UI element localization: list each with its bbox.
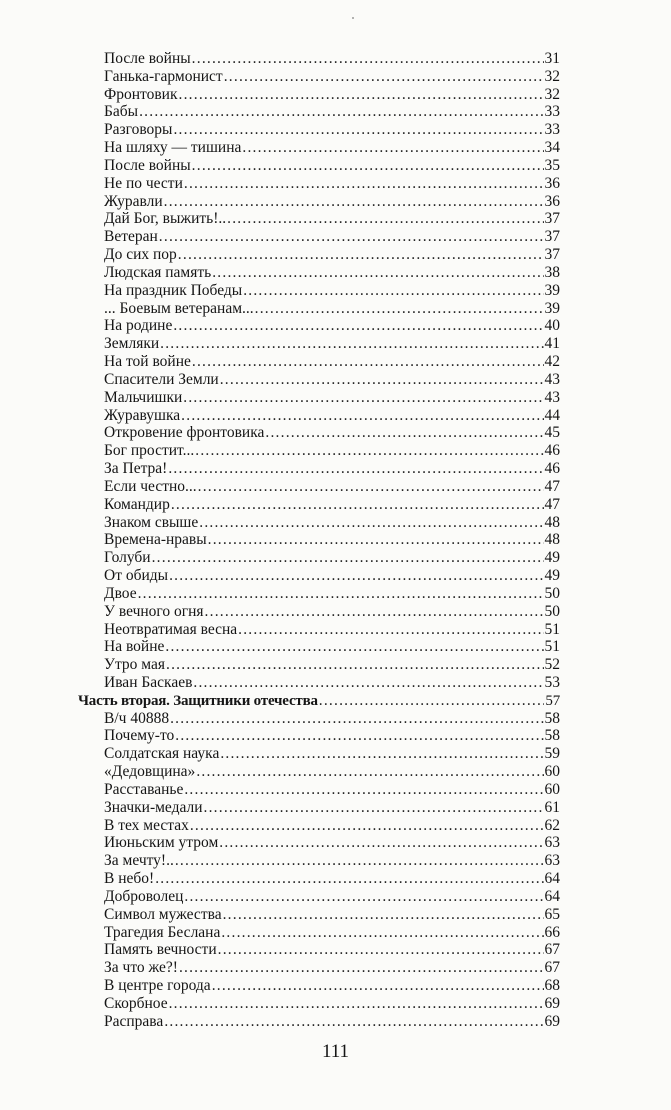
toc-entry [78,531,560,549]
dot-leader [192,353,544,371]
toc-entry [78,906,560,924]
toc-entry [78,407,560,425]
toc-entry-title: На праздник Победы [104,281,243,299]
dot-leader [179,86,544,104]
toc-entry-title: Земляки [104,335,160,353]
toc-entry-title: Солдатская наука [104,745,220,763]
toc-part-heading [78,692,560,710]
toc-entry [78,870,560,888]
dot-leader [184,781,543,799]
toc-entry-page-number: 63 [544,852,560,870]
dot-leader [212,264,543,282]
toc-entry [78,50,560,68]
toc-entry-title: На родине [104,317,173,335]
toc-entry-page-number: 66 [544,923,560,941]
toc-entry [78,977,560,995]
dot-leader [195,442,543,460]
toc-entry-title: Расставанье [104,780,184,798]
toc-entry-title: «Дедовщина» [104,763,196,781]
dot-leader [192,50,544,68]
toc-entry [78,585,560,603]
toc-entry-title: Утро мая [104,656,166,674]
toc-entry-title: Неотвратимая весна [104,620,238,638]
dot-leader [199,514,543,532]
toc-entry-page-number: 58 [544,727,560,745]
toc-entry-page-number: 47 [544,495,560,513]
toc-entry [78,121,560,139]
toc-entry-page-number: 51 [544,620,560,638]
dot-leader [155,870,543,888]
toc-entry-title: Иван Баскаев [104,673,193,691]
dot-leader [190,817,544,835]
toc-entry [78,335,560,353]
toc-entry-page-number: 46 [544,460,560,478]
toc-entry [78,514,560,532]
dot-leader [152,549,544,567]
toc-entry-page-number: 50 [544,584,560,602]
toc-entry [78,300,560,318]
dot-leader [212,977,544,995]
toc-entry-title: Значки-медали [104,798,203,816]
dot-leader [160,335,543,353]
toc-entry [78,1013,560,1031]
toc-entry-page-number: 64 [544,870,560,888]
toc-entry-page-number: 32 [544,67,560,85]
toc-entry [78,282,560,300]
dot-leader [205,603,544,621]
toc-entry [78,852,560,870]
toc-entry-page-number: 60 [544,780,560,798]
toc-entry-title: Не по чести [104,174,183,192]
toc-entry [78,68,560,86]
dot-leader [169,995,544,1013]
toc-entry-page-number: 57 [545,692,560,709]
dot-leader [218,941,544,959]
toc-entry-page-number: 53 [544,673,560,691]
paper-speck [352,17,354,19]
dot-leader [179,959,544,977]
toc-entry-page-number: 33 [544,103,560,121]
dot-leader [265,424,543,442]
toc-entry-page-number: 46 [544,442,560,460]
toc-entry-title: Июньским утром [104,834,219,852]
toc-entry-title: Бог простит... [104,442,195,460]
dot-leader [164,1013,543,1031]
toc-entry-page-number: 40 [544,317,560,335]
dot-leader [196,763,543,781]
page-number: 111 [321,1041,350,1062]
dot-leader [198,478,544,496]
toc-entry-title: Журавли [104,192,163,210]
toc-entry-title: До сих пор [104,246,177,264]
dot-leader [223,906,544,924]
toc-entry [78,710,560,728]
dot-leader [221,924,543,942]
toc-entry-title: Знаком свыше [104,513,199,531]
toc-entry-title: Ветеран [104,228,158,246]
dot-leader [159,228,544,246]
toc-entry-page-number: 49 [544,567,560,585]
toc-entry-page-number: 65 [544,905,560,923]
dot-leader [184,175,544,193]
toc-entry-title: Людская память [104,263,212,281]
toc-entry-title: Спасители Земли [104,370,219,388]
toc-entry-title: В центре города [104,977,211,995]
toc-entry-title: После войны [104,156,191,174]
toc-entry-title: Бабы [104,103,139,121]
toc-entry-title: Если честно... [104,477,197,495]
toc-entry-title: Мальчишки [104,388,183,406]
toc-entry-page-number: 69 [544,1012,560,1030]
dot-leader [173,121,543,139]
toc-entry [78,656,560,674]
toc-entry-page-number: 47 [544,477,560,495]
toc-entry [78,103,560,121]
dot-leader [193,674,543,692]
toc-entry-page-number: 69 [544,994,560,1012]
table-of-contents [78,50,560,1031]
toc-entry-page-number: 67 [544,941,560,959]
toc-entry-title: Голуби [104,549,151,567]
dot-leader [168,460,543,478]
toc-entry-page-number: 37 [544,210,560,228]
toc-entry [78,228,560,246]
toc-entry-page-number: 44 [544,406,560,424]
toc-entry [78,567,560,585]
toc-entry-page-number: 59 [544,745,560,763]
toc-entry-title: Откровение фронтовика [104,424,265,442]
toc-entry-title: Разговоры [104,121,173,139]
dot-leader [255,300,544,318]
toc-entry-page-number: 49 [544,549,560,567]
dot-leader [164,193,544,211]
toc-entry-title: Фронтовик [104,85,178,103]
toc-entry [78,175,560,193]
toc-entry-title: За Петра! [104,460,168,478]
toc-entry [78,264,560,282]
dot-leader [175,727,543,745]
toc-entry-page-number: 42 [544,353,560,371]
toc-entry [78,727,560,745]
dot-leader [170,710,543,728]
toc-entry-title: Почему-то [104,727,175,745]
dot-leader [243,282,543,300]
dot-leader [192,157,544,175]
toc-entry-page-number: 61 [544,798,560,816]
toc-entry [78,139,560,157]
toc-entry-page-number: 36 [544,192,560,210]
dot-leader [184,888,543,906]
toc-entry-page-number: 33 [544,121,560,139]
toc-entry-page-number: 58 [544,709,560,727]
toc-entry-title: Память вечности [104,941,217,959]
toc-entry-title: Дай Бог, выжить!.. [104,210,227,228]
toc-entry-page-number: 48 [544,531,560,549]
toc-entry-page-number: 51 [544,638,560,656]
toc-entry-page-number: 52 [544,656,560,674]
toc-entry-title: Ганька-гармонист [104,67,223,85]
toc-entry-page-number: 39 [544,281,560,299]
dot-leader [183,389,543,407]
toc-entry [78,995,560,1013]
toc-entry-title: Командир [104,495,170,513]
toc-entry-title: После войны [104,50,191,67]
toc-entry-page-number: 39 [544,299,560,317]
toc-entry [78,549,560,567]
dot-leader [219,834,543,852]
toc-entry-title: Часть вторая. Защитники отечества [78,692,318,709]
toc-entry-title: Журавушка [104,406,181,424]
dot-leader [242,139,543,157]
toc-entry-title: От обиды [104,567,169,585]
dot-leader [220,745,543,763]
dot-leader [175,852,544,870]
toc-entry [78,799,560,817]
toc-entry [78,353,560,371]
toc-entry-title: В/ч 40888 [104,709,170,727]
toc-entry [78,389,560,407]
dot-leader [220,371,544,389]
toc-entry-page-number: 36 [544,174,560,192]
dot-leader [227,210,543,228]
toc-entry-page-number: 45 [544,424,560,442]
toc-entry-page-number: 38 [544,263,560,281]
toc-entry [78,817,560,835]
dot-leader [319,692,545,710]
toc-entry-title: Символ мужества [104,905,222,923]
toc-entry [78,371,560,389]
dot-leader [224,68,544,86]
dot-leader [171,496,544,514]
toc-entry-title: Трагедия Беслана [104,923,221,941]
toc-entry-title: У вечного огня [104,602,204,620]
toc-entry [78,888,560,906]
dot-leader [208,531,544,549]
toc-entry-title: На войне [104,638,165,656]
toc-entry-title: За мечту!.. [104,852,174,870]
dot-leader [165,638,543,656]
toc-entry [78,603,560,621]
toc-entry-page-number: 41 [544,335,560,353]
toc-entry-page-number: 62 [544,816,560,834]
toc-entry-page-number: 34 [544,139,560,157]
toc-entry [78,86,560,104]
toc-entry [78,638,560,656]
toc-entry [78,924,560,942]
dot-leader [139,103,543,121]
dot-leader [178,246,544,264]
toc-entry [78,674,560,692]
dot-leader [169,567,543,585]
dot-leader [238,621,543,639]
toc-entry [78,763,560,781]
dot-leader [138,585,544,603]
dot-leader [204,799,544,817]
toc-entry [78,193,560,211]
toc-entry [78,496,560,514]
toc-entry-page-number: 37 [544,246,560,264]
toc-entry [78,157,560,175]
toc-entry [78,745,560,763]
toc-entry-page-number: 68 [544,977,560,995]
toc-entry-page-number: 63 [544,834,560,852]
toc-entry [78,834,560,852]
toc-entry-page-number: 31 [544,50,560,67]
toc-entry [78,317,560,335]
toc-entry [78,424,560,442]
toc-entry [78,941,560,959]
toc-entry-title: За что же?! [104,959,178,977]
toc-entry-page-number: 48 [544,513,560,531]
toc-entry-page-number: 50 [544,602,560,620]
toc-entry-title: Доброволец [104,887,184,905]
dot-leader [166,656,543,674]
toc-entry [78,442,560,460]
toc-entry [78,621,560,639]
toc-entry-title: На шляху — тишина [104,139,242,157]
toc-entry-page-number: 64 [544,887,560,905]
toc-entry-title: Двое [104,584,137,602]
toc-entry-title: Расправа [104,1012,164,1030]
toc-entry [78,781,560,799]
toc-entry-page-number: 37 [544,228,560,246]
toc-entry-title: На той войне [104,353,191,371]
toc-entry-title: В небо! [104,870,155,888]
toc-entry [78,460,560,478]
toc-entry-page-number: 32 [544,85,560,103]
toc-entry-page-number: 67 [544,959,560,977]
toc-entry-title: ... Боевым ветеранам... [104,299,254,317]
toc-entry-title: Времена-нравы [104,531,207,549]
toc-entry-title: Скорбное [104,994,168,1012]
dot-leader [173,317,543,335]
dot-leader [181,407,543,425]
toc-entry-page-number: 43 [544,370,560,388]
toc-entry-page-number: 35 [544,156,560,174]
toc-entry [78,478,560,496]
toc-entry [78,246,560,264]
toc-entry [78,959,560,977]
toc-entry-page-number: 60 [544,763,560,781]
toc-entry [78,210,560,228]
toc-entry-title: В тех местах [104,816,189,834]
toc-entry-page-number: 43 [544,388,560,406]
